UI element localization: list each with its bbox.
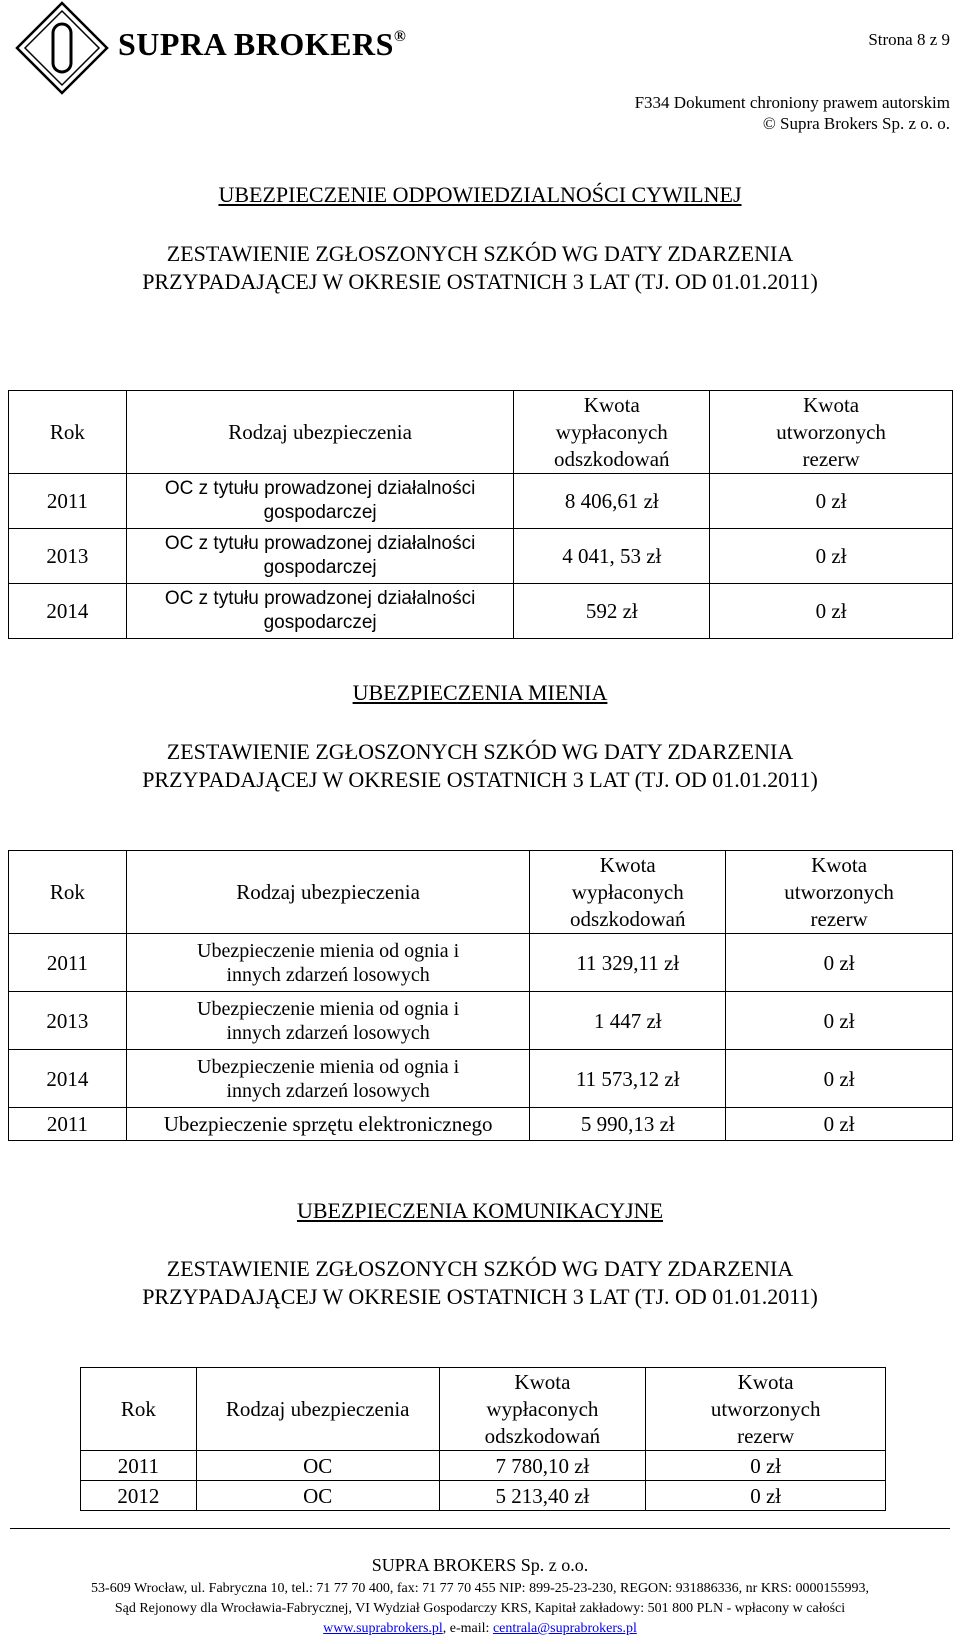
cell-type: Ubezpieczenie mienia od ognia i innych zdarzeń losowych xyxy=(126,1050,529,1108)
col-paid: Kwota wypłaconych odszkodowań xyxy=(514,391,710,474)
col-reserve: Kwota utworzonych rezerw xyxy=(726,851,953,934)
cell-year: 2012 xyxy=(81,1481,197,1511)
brand-name: SUPRA BROKERS® xyxy=(118,26,407,62)
col-type: Rodzaj ubezpieczenia xyxy=(126,391,514,474)
table-header-row xyxy=(9,391,953,474)
website-link[interactable]: www.suprabrokers.pl xyxy=(323,1621,443,1636)
footer-address: 53-609 Wrocław, ul. Fabryczna 10, tel.: 71 77 70 400, fax: 71 77 70 455 NIP: 899-25-23-230, REGON: 931886336, nr KRS: 0000155993, xyxy=(91,1581,869,1596)
cell-paid: 1 447 zł xyxy=(530,992,726,1050)
col-paid: Kwota wypłaconych odszkodowań xyxy=(530,851,726,934)
cell-reserve: 0 zł xyxy=(710,474,953,529)
cell-year: 2013 xyxy=(9,992,127,1050)
footer-court: Sąd Rejonowy dla Wrocławia-Fabrycznej, VI Wydział Gospodarczy KRS, Kapitał zakładowy: 501 800 PLN - wpłacony w całości xyxy=(114,1601,846,1616)
cell-type: OC xyxy=(196,1451,439,1481)
col-reserve: Kwota utworzonych rezerw xyxy=(646,1368,886,1451)
footer-divider xyxy=(10,1528,950,1529)
cell-reserve: 0 zł xyxy=(646,1451,886,1481)
cell-paid: 7 780,10 zł xyxy=(439,1451,646,1481)
table-row xyxy=(81,1481,886,1511)
cell-type: Ubezpieczenie sprzętu elektronicznego xyxy=(126,1108,529,1141)
table-row xyxy=(9,584,953,639)
cell-reserve: 0 zł xyxy=(726,1108,953,1141)
table-header-row xyxy=(9,851,953,934)
table-row xyxy=(9,1050,953,1108)
section-subtitle-property: ZESTAWIENIE ZGŁOSZONYCH SZKÓD WG DATY ZDARZENIA PRZYPADAJĄCEJ W OKRESIE OSTATNICH 3 LAT (TJ. OD 01.01.2011) xyxy=(142,739,818,792)
cell-type: OC z tytułu prowadzonej działalności gospodarczej xyxy=(126,529,514,584)
cell-reserve: 0 zł xyxy=(710,529,953,584)
cell-type: Ubezpieczenie mienia od ognia i innych zdarzeń losowych xyxy=(126,992,529,1050)
email-label: , e-mail: xyxy=(442,1621,493,1636)
col-type: Rodzaj ubezpieczenia xyxy=(196,1368,439,1451)
cell-reserve: 0 zł xyxy=(726,934,953,992)
table-row xyxy=(9,992,953,1050)
section-subtitle-motor: ZESTAWIENIE ZGŁOSZONYCH SZKÓD WG DATY ZDARZENIA PRZYPADAJĄCEJ W OKRESIE OSTATNICH 3 LAT (TJ. OD 01.01.2011) xyxy=(142,1256,818,1309)
section-title-motor: UBEZPIECZENIA KOMUNIKACYJNE xyxy=(296,1198,664,1223)
claims-table-property xyxy=(8,850,953,1141)
cell-paid: 11 329,11 zł xyxy=(530,934,726,992)
cell-paid: 11 573,12 zł xyxy=(530,1050,726,1108)
cell-paid: 5 213,40 zł xyxy=(439,1481,646,1511)
cell-paid: 8 406,61 zł xyxy=(514,474,710,529)
supra-brokers-logo xyxy=(14,0,110,96)
col-paid: Kwota wypłaconych odszkodowań xyxy=(439,1368,646,1451)
table-row xyxy=(9,1108,953,1141)
email-link[interactable]: centrala@suprabrokers.pl xyxy=(492,1621,637,1636)
cell-reserve: 0 zł xyxy=(726,992,953,1050)
cell-paid: 4 041, 53 zł xyxy=(514,529,710,584)
claims-table-motor xyxy=(80,1367,886,1511)
cell-type: OC z tytułu prowadzonej działalności gospodarczej xyxy=(126,584,514,639)
col-reserve: Kwota utworzonych rezerw xyxy=(710,391,953,474)
cell-reserve: 0 zł xyxy=(646,1481,886,1511)
footer-contact xyxy=(0,1621,960,1637)
copyright-notice: © Supra Brokers Sp. z o. o. xyxy=(762,114,950,133)
claims-table-oc xyxy=(8,390,953,639)
footer-company: SUPRA BROKERS Sp. z o.o. xyxy=(371,1555,589,1575)
cell-reserve: 0 zł xyxy=(726,1050,953,1108)
cell-type: OC z tytułu prowadzonej działalności gospodarczej xyxy=(126,474,514,529)
cell-type: Ubezpieczenie mienia od ognia i innych zdarzeń losowych xyxy=(126,934,529,992)
table-row xyxy=(9,934,953,992)
table-row xyxy=(81,1451,886,1481)
section-title-property: UBEZPIECZENIA MIENIA xyxy=(352,680,608,705)
page-number: Strona 8 z 9 xyxy=(868,30,950,49)
cell-year: 2013 xyxy=(9,529,127,584)
cell-type: OC xyxy=(196,1481,439,1511)
cell-year: 2011 xyxy=(9,934,127,992)
cell-reserve: 0 zł xyxy=(710,584,953,639)
cell-year: 2011 xyxy=(81,1451,197,1481)
cell-paid: 592 zł xyxy=(514,584,710,639)
col-year: Rok xyxy=(81,1368,197,1451)
col-type: Rodzaj ubezpieczenia xyxy=(126,851,529,934)
col-year: Rok xyxy=(9,851,127,934)
cell-paid: 5 990,13 zł xyxy=(530,1108,726,1141)
document-id: F334 Dokument chroniony prawem autorskim xyxy=(634,93,950,112)
col-year: Rok xyxy=(9,391,127,474)
section-title-oc: UBEZPIECZENIE ODPOWIEDZIALNOŚCI CYWILNEJ xyxy=(218,182,742,207)
table-header-row xyxy=(81,1368,886,1451)
cell-year: 2011 xyxy=(9,1108,127,1141)
cell-year: 2014 xyxy=(9,1050,127,1108)
section-subtitle-oc: ZESTAWIENIE ZGŁOSZONYCH SZKÓD WG DATY ZDARZENIA PRZYPADAJĄCEJ W OKRESIE OSTATNICH 3 LAT (TJ. OD 01.01.2011) xyxy=(142,241,818,294)
table-row xyxy=(9,529,953,584)
table-row xyxy=(9,474,953,529)
cell-year: 2011 xyxy=(9,474,127,529)
cell-year: 2014 xyxy=(9,584,127,639)
